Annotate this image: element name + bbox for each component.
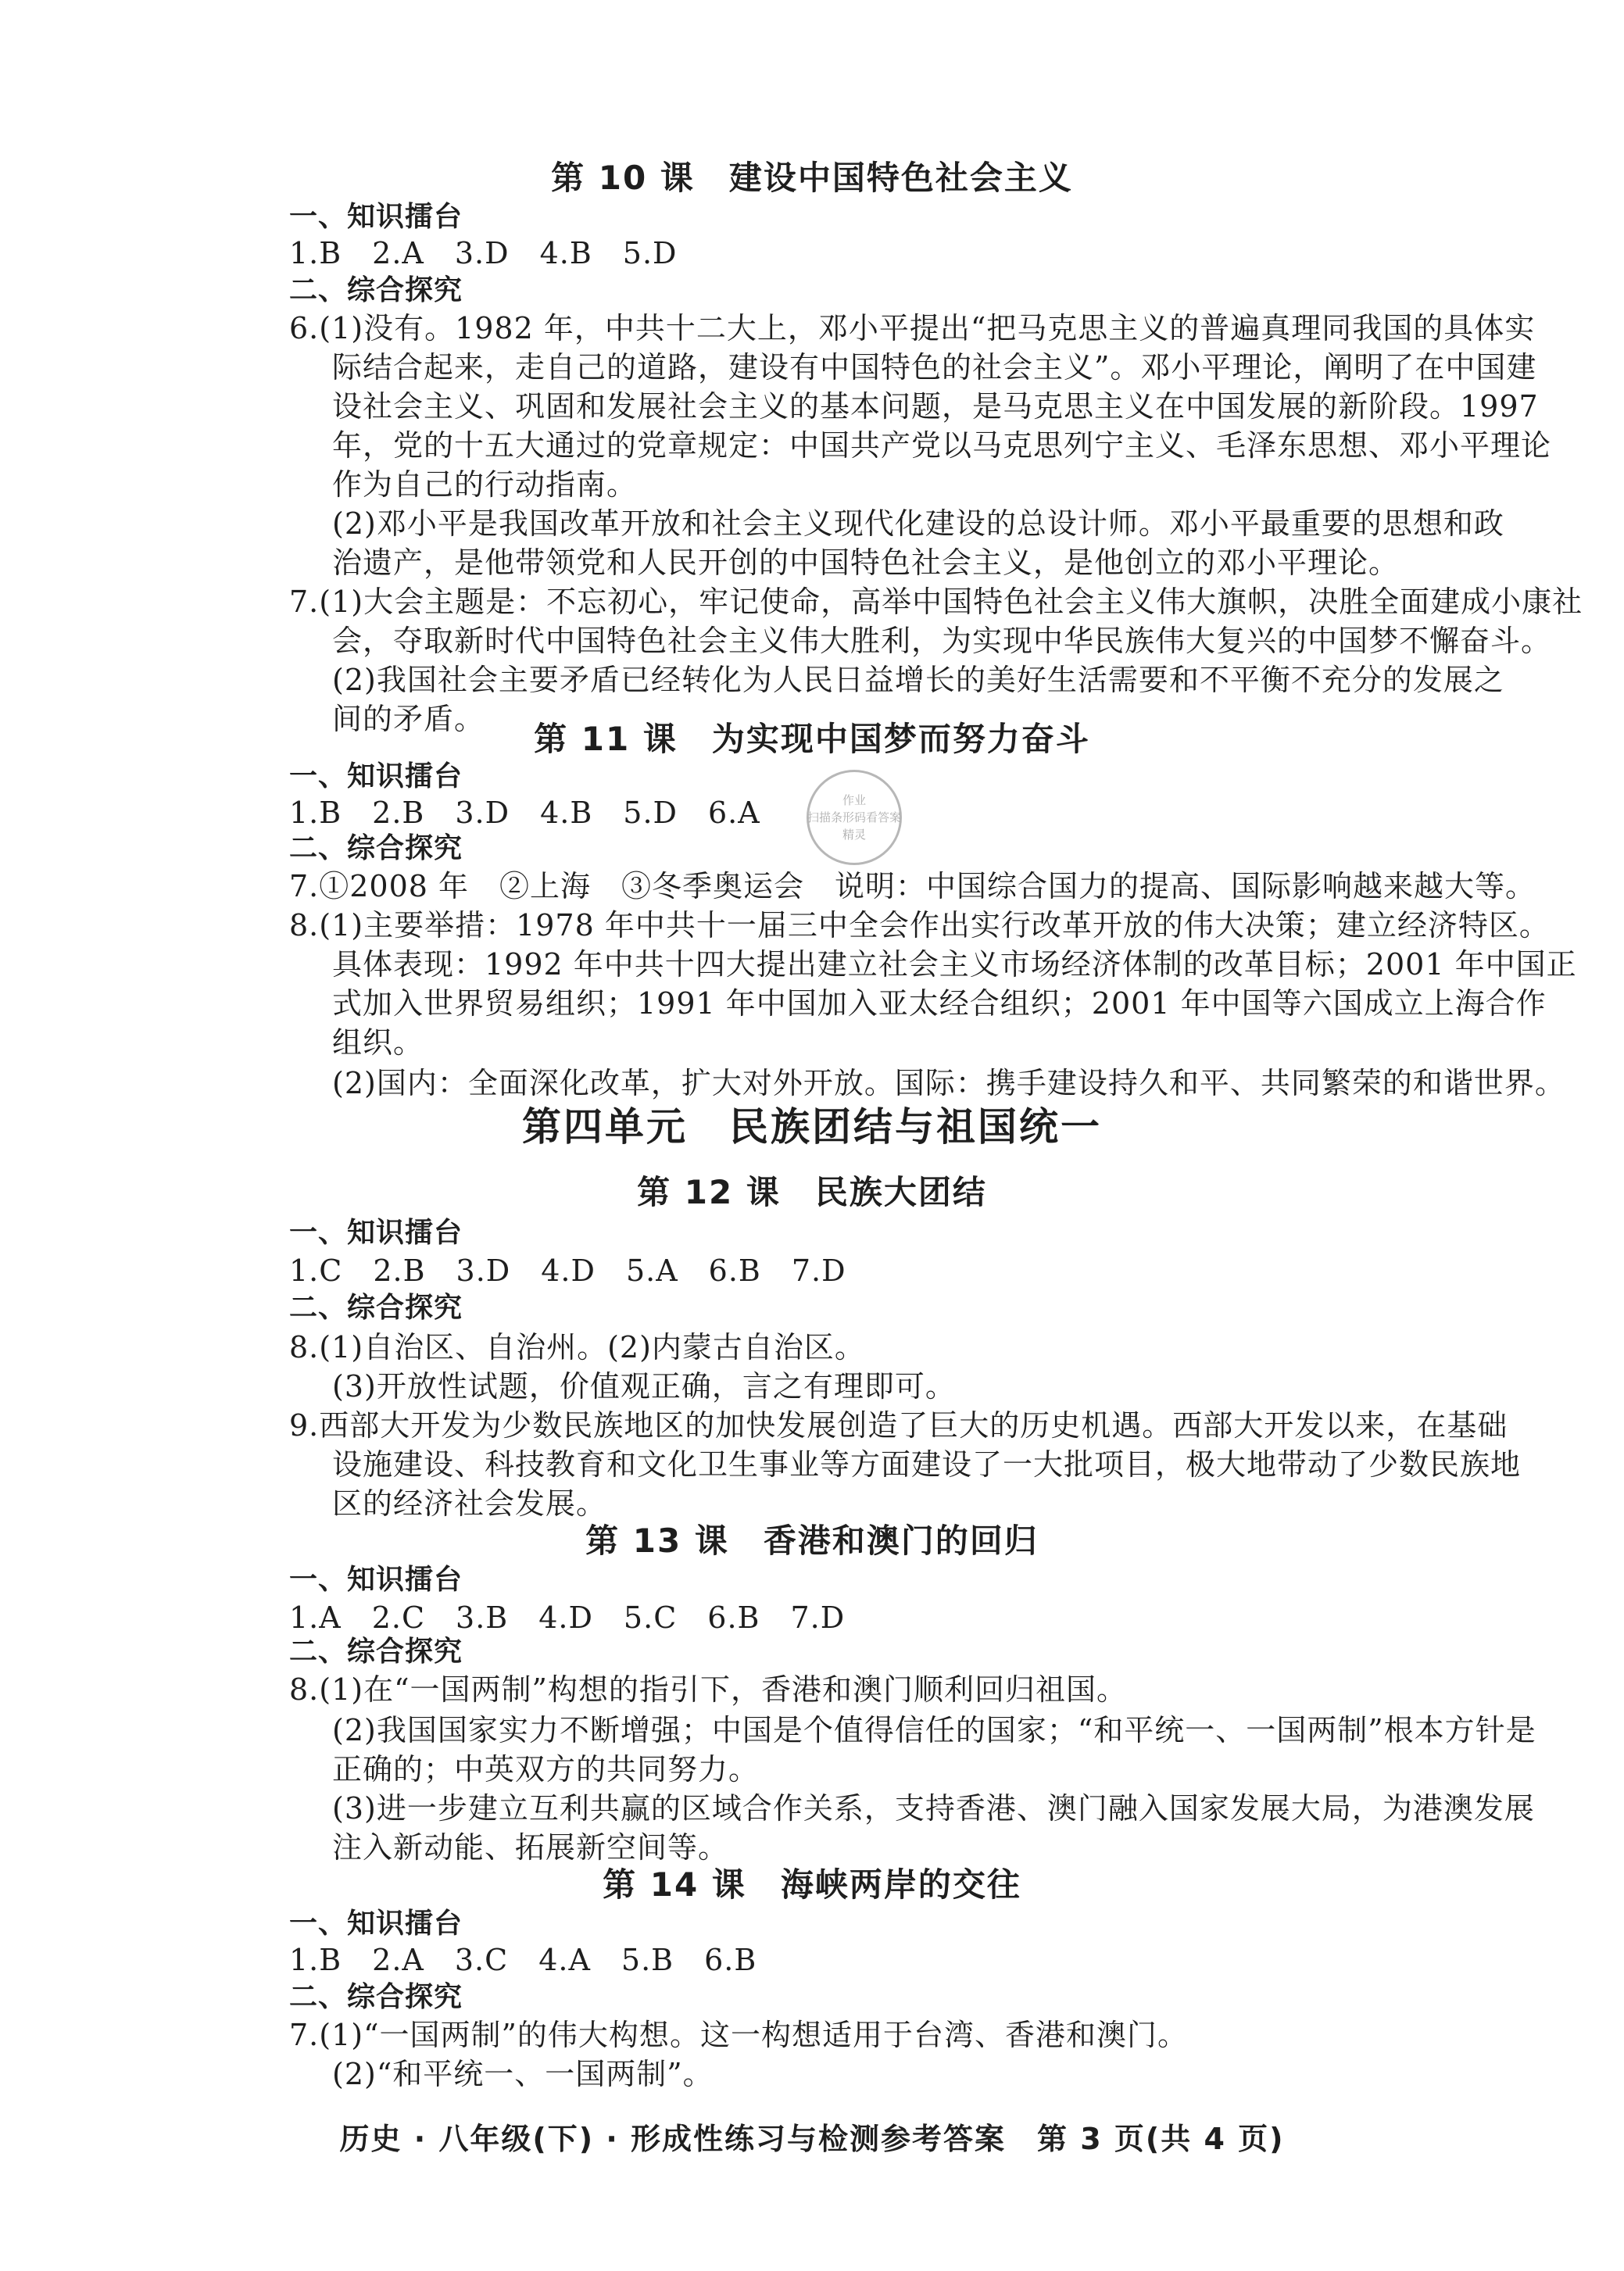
page-footer: 历史 · 八年级(下) · 形成性练习与检测参考答案 第 3 页(共 4 页) bbox=[339, 2122, 1285, 2156]
lesson-13-line: (3)进一步建立互利共赢的区域合作关系，支持香港、澳门融入国家发展大局，为港澳发展 bbox=[332, 1791, 1535, 1826]
lesson-11-line: 具体表现：1992 年中共十四大提出建立社会主义市场经济体制的改革目标；2001 年中国正 bbox=[332, 947, 1577, 982]
lesson-11-section-knowledge: 一、知识擂台 bbox=[289, 760, 463, 792]
lesson-12-section-explore: 二、综合探究 bbox=[289, 1292, 463, 1324]
lesson-10-answers: 1.B 2.A 3.D 4.B 5.D bbox=[289, 236, 678, 270]
lesson-11-line: 组织。 bbox=[332, 1025, 424, 1060]
lesson-13-section-explore: 二、综合探究 bbox=[289, 1636, 463, 1668]
lesson-10-line: 间的矛盾。 bbox=[332, 702, 485, 736]
lesson-10-line: (2)我国社会主要矛盾已经转化为人民日益增长的美好生活需要和不平衡不充分的发展之 bbox=[332, 663, 1504, 697]
lesson-12-line: 设施建设、科技教育和文化卫生事业等方面建设了一大批项目，极大地带动了少数民族地 bbox=[332, 1447, 1522, 1482]
lesson-12-section-knowledge: 一、知识擂台 bbox=[289, 1217, 463, 1249]
lesson-13-line: 注入新动能、拓展新空间等。 bbox=[332, 1830, 729, 1865]
lesson-10-line: 6.(1)没有。1982 年，中共十二大上，邓小平提出“把马克思主义的普遍真理同我国的具体实 bbox=[289, 311, 1536, 345]
lesson-11-line: 7.①2008 年 ②上海 ③冬季奥运会 说明：中国综合国力的提高、国际影响越来越大等。 bbox=[289, 869, 1536, 903]
lesson-12-title: 第 12 课 民族大团结 bbox=[637, 1173, 987, 1211]
lesson-10-line: 治遗产，是他带领党和人民开创的中国特色社会主义，是他创立的邓小平理论。 bbox=[332, 545, 1400, 580]
lesson-13-section-knowledge: 一、知识擂台 bbox=[289, 1564, 463, 1596]
lesson-11-title: 第 11 课 为实现中国梦而努力奋斗 bbox=[534, 720, 1090, 758]
lesson-14-line: (2)“和平统一、一国两制”。 bbox=[332, 2057, 714, 2091]
lesson-10-line: 设社会主义、巩固和发展社会主义的基本问题，是马克思主义在中国发展的新阶段。1997 bbox=[332, 389, 1539, 424]
lesson-11-line: (2)国内：全面深化改革，扩大对外开放。国际：携手建设持久和平、共同繁荣的和谐世界。 bbox=[332, 1066, 1565, 1100]
lesson-12-line: 9.西部大开发为少数民族地区的加快发展创造了巨大的历史机遇。西部大开发以来，在基础 bbox=[289, 1408, 1508, 1443]
lesson-13-line: (2)我国国家实力不断增强；中国是个值得信任的国家；“和平统一、一国两制”根本方针是 bbox=[332, 1713, 1536, 1747]
stamp-text: 精灵 bbox=[842, 828, 866, 842]
lesson-12-line: (3)开放性试题，价值观正确，言之有理即可。 bbox=[332, 1369, 956, 1404]
lesson-10-section-explore: 二、综合探究 bbox=[289, 274, 463, 306]
lesson-11-line: 式加入世界贸易组织；1991 年中国加入亚太经合组织；2001 年中国等六国成立上海合作 bbox=[332, 986, 1547, 1021]
lesson-11-section-explore: 二、综合探究 bbox=[289, 832, 463, 864]
lesson-10-line: (2)邓小平是我国改革开放和社会主义现代化建设的总设计师。邓小平最重要的思想和政 bbox=[332, 506, 1504, 541]
lesson-12-line: 区的经济社会发展。 bbox=[332, 1486, 607, 1521]
stamp-text: 扫描条形码看答案 bbox=[807, 810, 902, 824]
stamp-text: 作业 bbox=[842, 793, 866, 807]
lesson-12-answers: 1.C 2.B 3.D 4.D 5.A 6.B 7.D bbox=[289, 1254, 846, 1288]
lesson-13-answers: 1.A 2.C 3.B 4.D 5.C 6.B 7.D bbox=[289, 1600, 846, 1635]
lesson-14-section-knowledge: 一、知识擂台 bbox=[289, 1908, 463, 1940]
lesson-11-answers: 1.B 2.B 3.D 4.B 5.D 6.A bbox=[289, 796, 760, 830]
lesson-13-line: 8.(1)在“一国两制”构想的指引下，香港和澳门顺利回归祖国。 bbox=[289, 1672, 1127, 1707]
unit-4-title: 第四单元 民族团结与祖国统一 bbox=[522, 1104, 1102, 1150]
lesson-10-line: 作为自己的行动指南。 bbox=[332, 467, 638, 502]
lesson-14-answers: 1.B 2.A 3.C 4.A 5.B 6.B bbox=[289, 1943, 757, 1977]
lesson-13-line: 正确的；中英双方的共同努力。 bbox=[332, 1752, 760, 1786]
lesson-10-line: 7.(1)大会主题是：不忘初心，牢记使命，高举中国特色社会主义伟大旗帜，决胜全面建成小康社 bbox=[289, 585, 1583, 619]
lesson-10-title: 第 10 课 建设中国特色社会主义 bbox=[551, 159, 1073, 197]
lesson-11-line: 8.(1)主要举措：1978 年中共十一届三中全会作出实行改革开放的伟大决策；建立经济特区。 bbox=[289, 908, 1550, 942]
lesson-12-line: 8.(1)自治区、自治州。(2)内蒙古自治区。 bbox=[289, 1330, 865, 1364]
lesson-14-section-explore: 二、综合探究 bbox=[289, 1981, 463, 2013]
lesson-10-line: 际结合起来，走自己的道路，建设有中国特色的社会主义”。邓小平理论，阐明了在中国建 bbox=[332, 350, 1537, 384]
lesson-10-line: 年，党的十五大通过的党章规定：中国共产党以马克思列宁主义、毛泽东思想、邓小平理论 bbox=[332, 428, 1552, 463]
lesson-10-line: 会，夺取新时代中国特色社会主义伟大胜利，为实现中华民族伟大复兴的中国梦不懈奋斗。 bbox=[332, 624, 1552, 658]
lesson-14-title: 第 14 课 海峡两岸的交往 bbox=[603, 1865, 1021, 1904]
watermark-stamp bbox=[807, 770, 902, 865]
lesson-13-title: 第 13 课 香港和澳门的回归 bbox=[585, 1522, 1039, 1560]
lesson-10-section-knowledge: 一、知识擂台 bbox=[289, 201, 463, 233]
lesson-14-line: 7.(1)“一国两制”的伟大构想。这一构想适用于台湾、香港和澳门。 bbox=[289, 2018, 1188, 2052]
